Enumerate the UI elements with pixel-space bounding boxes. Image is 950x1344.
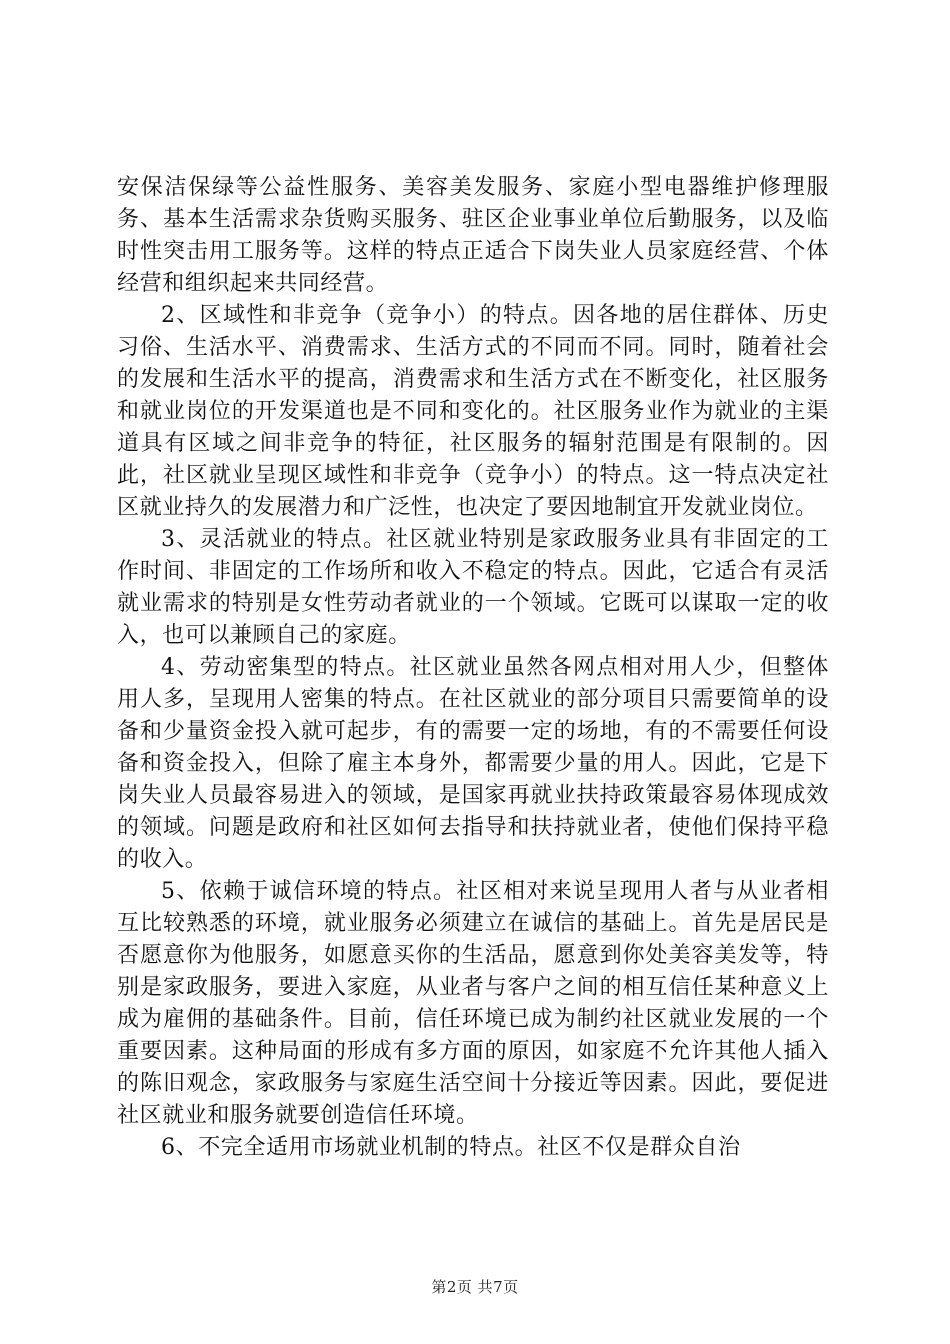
paragraph-5: 5、依赖于诚信环境的特点。社区相对来说呈现用人者与从业者相互比较熟悉的环境，就业服务必须建立在诚信的基础上。首先是居民是否愿意你为他服务，如愿意买你的生活品，愿意到你处美容美发等，特别是家政服务，要进入家庭，从业者与客户之间的相互信任某种意义上成为雇佣的基础条件。目前，信任环境已成为制约社区就业发展的一个重要因素。这种局面的形成有多方面的原因，如家庭不允许其他人插入的陈旧观念，家政服务与家庭生活空间十分接近等因素。因此，要促进社区就业和服务就要创造信任环境。 bbox=[117, 879, 829, 1128]
paragraph-3: 3、灵活就业的特点。社区就业特别是家政服务业具有非固定的工作时间、非固定的工作场所和收入不稳定的特点。因此，它适合有灵活就业需求的特别是女性劳动者就业的一个领域。它既可以谋取一定的收入，也可以兼顾自己的家庭。 bbox=[117, 527, 829, 648]
document-body bbox=[117, 172, 829, 1164]
paragraph-4: 4、劳动密集型的特点。社区就业虽然各网点相对用人少，但整体用人多，呈现用人密集的特点。在社区就业的部分项目只需要简单的设备和少量资金投入就可起步，有的需要一定的场地，有的不需要任何设备和资金投入，但除了雇主本身外，都需要少量的用人。因此，它是下岗失业人员最容易进入的领域，是国家再就业扶持政策最容易体现成效的领域。问题是政府和社区如何去指导和扶持就业者，使他们保持平稳的收入。 bbox=[117, 655, 829, 872]
paragraph-2: 2、区域性和非竞争（竞争小）的特点。因各地的居住群体、历史习俗、生活水平、消费需求、生活方式的不同而不同。同时，随着社会的发展和生活水平的提高，消费需求和生活方式在不断变化，社区服务和就业岗位的开发渠道也是不同和变化的。社区服务业作为就业的主渠道具有区域之间非竞争的特征，社区服务的辐射范围是有限制的。因此，社区就业呈现区域性和非竞争（竞争小）的特点。这一特点决定社区就业持久的发展潜力和广泛性，也决定了要因地制宜开发就业岗位。 bbox=[117, 303, 829, 520]
page-number-footer: 第2页 共7页 bbox=[431, 1278, 519, 1296]
paragraph-1: 安保洁保绿等公益性服务、美容美发服务、家庭小型电器维护修理服务、基本生活需求杂货购买服务、驻区企业事业单位后勤服务，以及临时性突击用工服务等。这样的特点正适合下岗失业人员家庭经营、个体经营和组织起来共同经营。 bbox=[117, 175, 829, 296]
paragraph-6: 6、不完全适用市场就业机制的特点。社区不仅是群众自治 bbox=[161, 1135, 741, 1160]
